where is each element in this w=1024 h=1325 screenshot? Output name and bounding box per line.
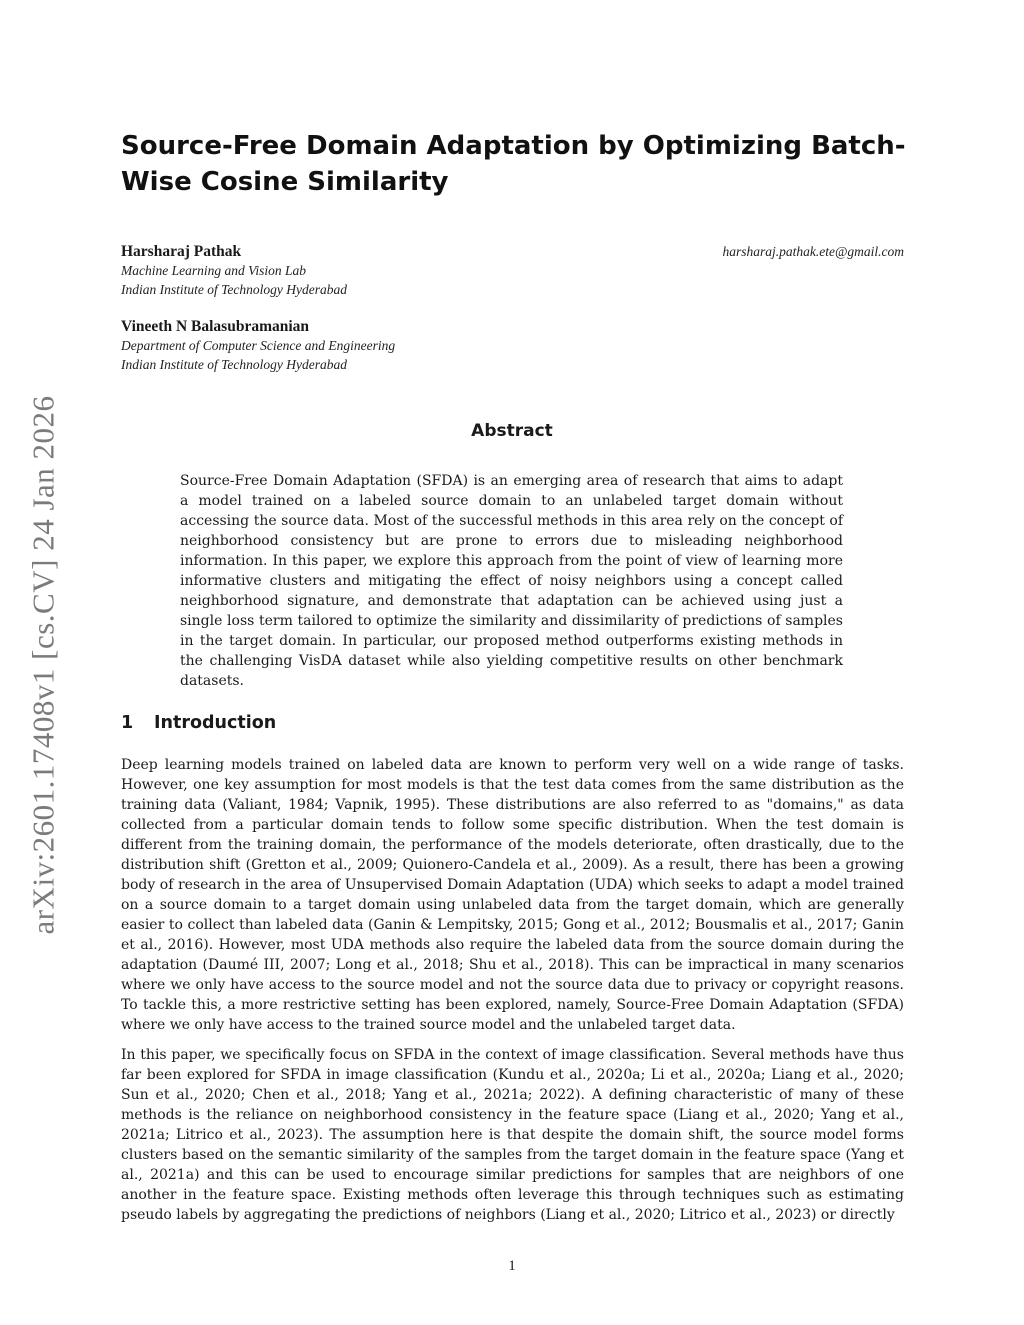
section-number: 1 <box>121 713 134 733</box>
abstract-body: Source-Free Domain Adaptation (SFDA) is an emerging area of research that aims to adapt a model trained on a labeled source domain to an unlabeled target domain without accessing the source data. Most of the successful methods in this area rely on the concept of neighborhood consistency but are prone to errors due to misleading neighborhood information. In this paper, we explore this approach from the point of view of learning more informative clusters and mitigating the effect of noisy neighbors using a concept called neighborhood signature, and demonstrate that adaptation can be achieved using just a single loss term tailored to optimize the similarity and dissimilarity of predictions of samples in the target domain. In particular, our proposed method outperforms existing methods in the challenging VisDA dataset while also yielding competitive results on other benchmark datasets. <box>180 473 843 689</box>
page-number: 1 <box>508 1258 516 1274</box>
arxiv-identifier-stamp <box>14 375 74 955</box>
author-name: Harsharaj Pathak <box>121 243 242 260</box>
section-title: Introduction <box>154 713 277 733</box>
introduction-paragraph-1: Deep learning models trained on labeled data are known to perform very well on a wide range of tasks. However, one key assumption for most models is that the test data comes from the same distribution as the training data (Valiant, 1984; Vapnik, 1995). These distributions are also referred to as "domains," as data collected from a particular domain tends to follow some specific distribution. When the test domain is different from the training domain, the performance of the models deteriorate, often drastically, due to the distribution shift (Gretton et al., 2009; Quionero-Candela et al., 2009). As a result, there has been a growing body of research in the area of Unsupervised Domain Adaptation (UDA) which seeks to adapt a model trained on a source domain to a target domain using unlabeled data from the target domain, which are generally easier to collect than labeled data (Ganin & Lempitsky, 2015; Gong et al., 2012; Bousmalis et al., 2017; Ganin et al., 2016). However, most UDA methods also require the labeled data from the source domain during the adaptation (Daumé III, 2007; Long et al., 2018; Shu et al., 2018). This can be impractical in many scenarios where we only have access to the source model and not the source data due to privacy or copyright reasons. To tackle this, a more restrictive setting has been explored, namely, Source-Free Domain Adaptation (SFDA) where we only have access to the trained source model and the unlabeled target data. <box>121 757 904 1033</box>
section-heading-introduction <box>121 713 276 733</box>
author-name: Vineeth N Balasubramanian <box>121 318 310 335</box>
author-affiliation-institute: Indian Institute of Technology Hyderabad <box>121 357 347 372</box>
author-affiliation-lab: Machine Learning and Vision Lab <box>121 263 306 278</box>
arxiv-stamp-text: arXiv:2601.17408v1 [cs.CV] 24 Jan 2026 <box>26 395 61 935</box>
introduction-paragraph-2: In this paper, we specifically focus on SFDA in the context of image classification. Several methods have thus far been explored for SFDA in image classification (Kundu et al., 2020a; Li et al., 2020a; Liang et al., 2020; Sun et al., 2020; Chen et al., 2018; Yang et al., 2021a; 2022). A defining characteristic of many of these methods is the reliance on neighborhood consistency in the feature space (Liang et al., 2020; Yang et al., 2021a; Litrico et al., 2023). The assumption here is that despite the domain shift, the source model forms clusters based on the semantic similarity of the samples from the target domain in the feature space (Yang et al., 2021a) and this can be used to encourage similar predictions for samples that are neighbors of one another in the feature space. Existing methods often leverage this through techniques such as estimating pseudo labels by aggregating the predictions of neighbors (Liang et al., 2020; Litrico et al., 2023) or directly <box>121 1047 904 1223</box>
author-block-1 <box>121 242 621 299</box>
author-email: harsharaj.pathak.ete@gmail.com <box>722 244 904 259</box>
author-affiliation-institute: Indian Institute of Technology Hyderabad <box>121 282 347 297</box>
paper-title: Source-Free Domain Adaptation by Optimizing Batch-Wise Cosine Similarity <box>121 131 906 197</box>
author-affiliation-department: Department of Computer Science and Engineering <box>121 338 396 353</box>
abstract-heading: Abstract <box>471 421 553 441</box>
author-block-2 <box>121 317 621 374</box>
